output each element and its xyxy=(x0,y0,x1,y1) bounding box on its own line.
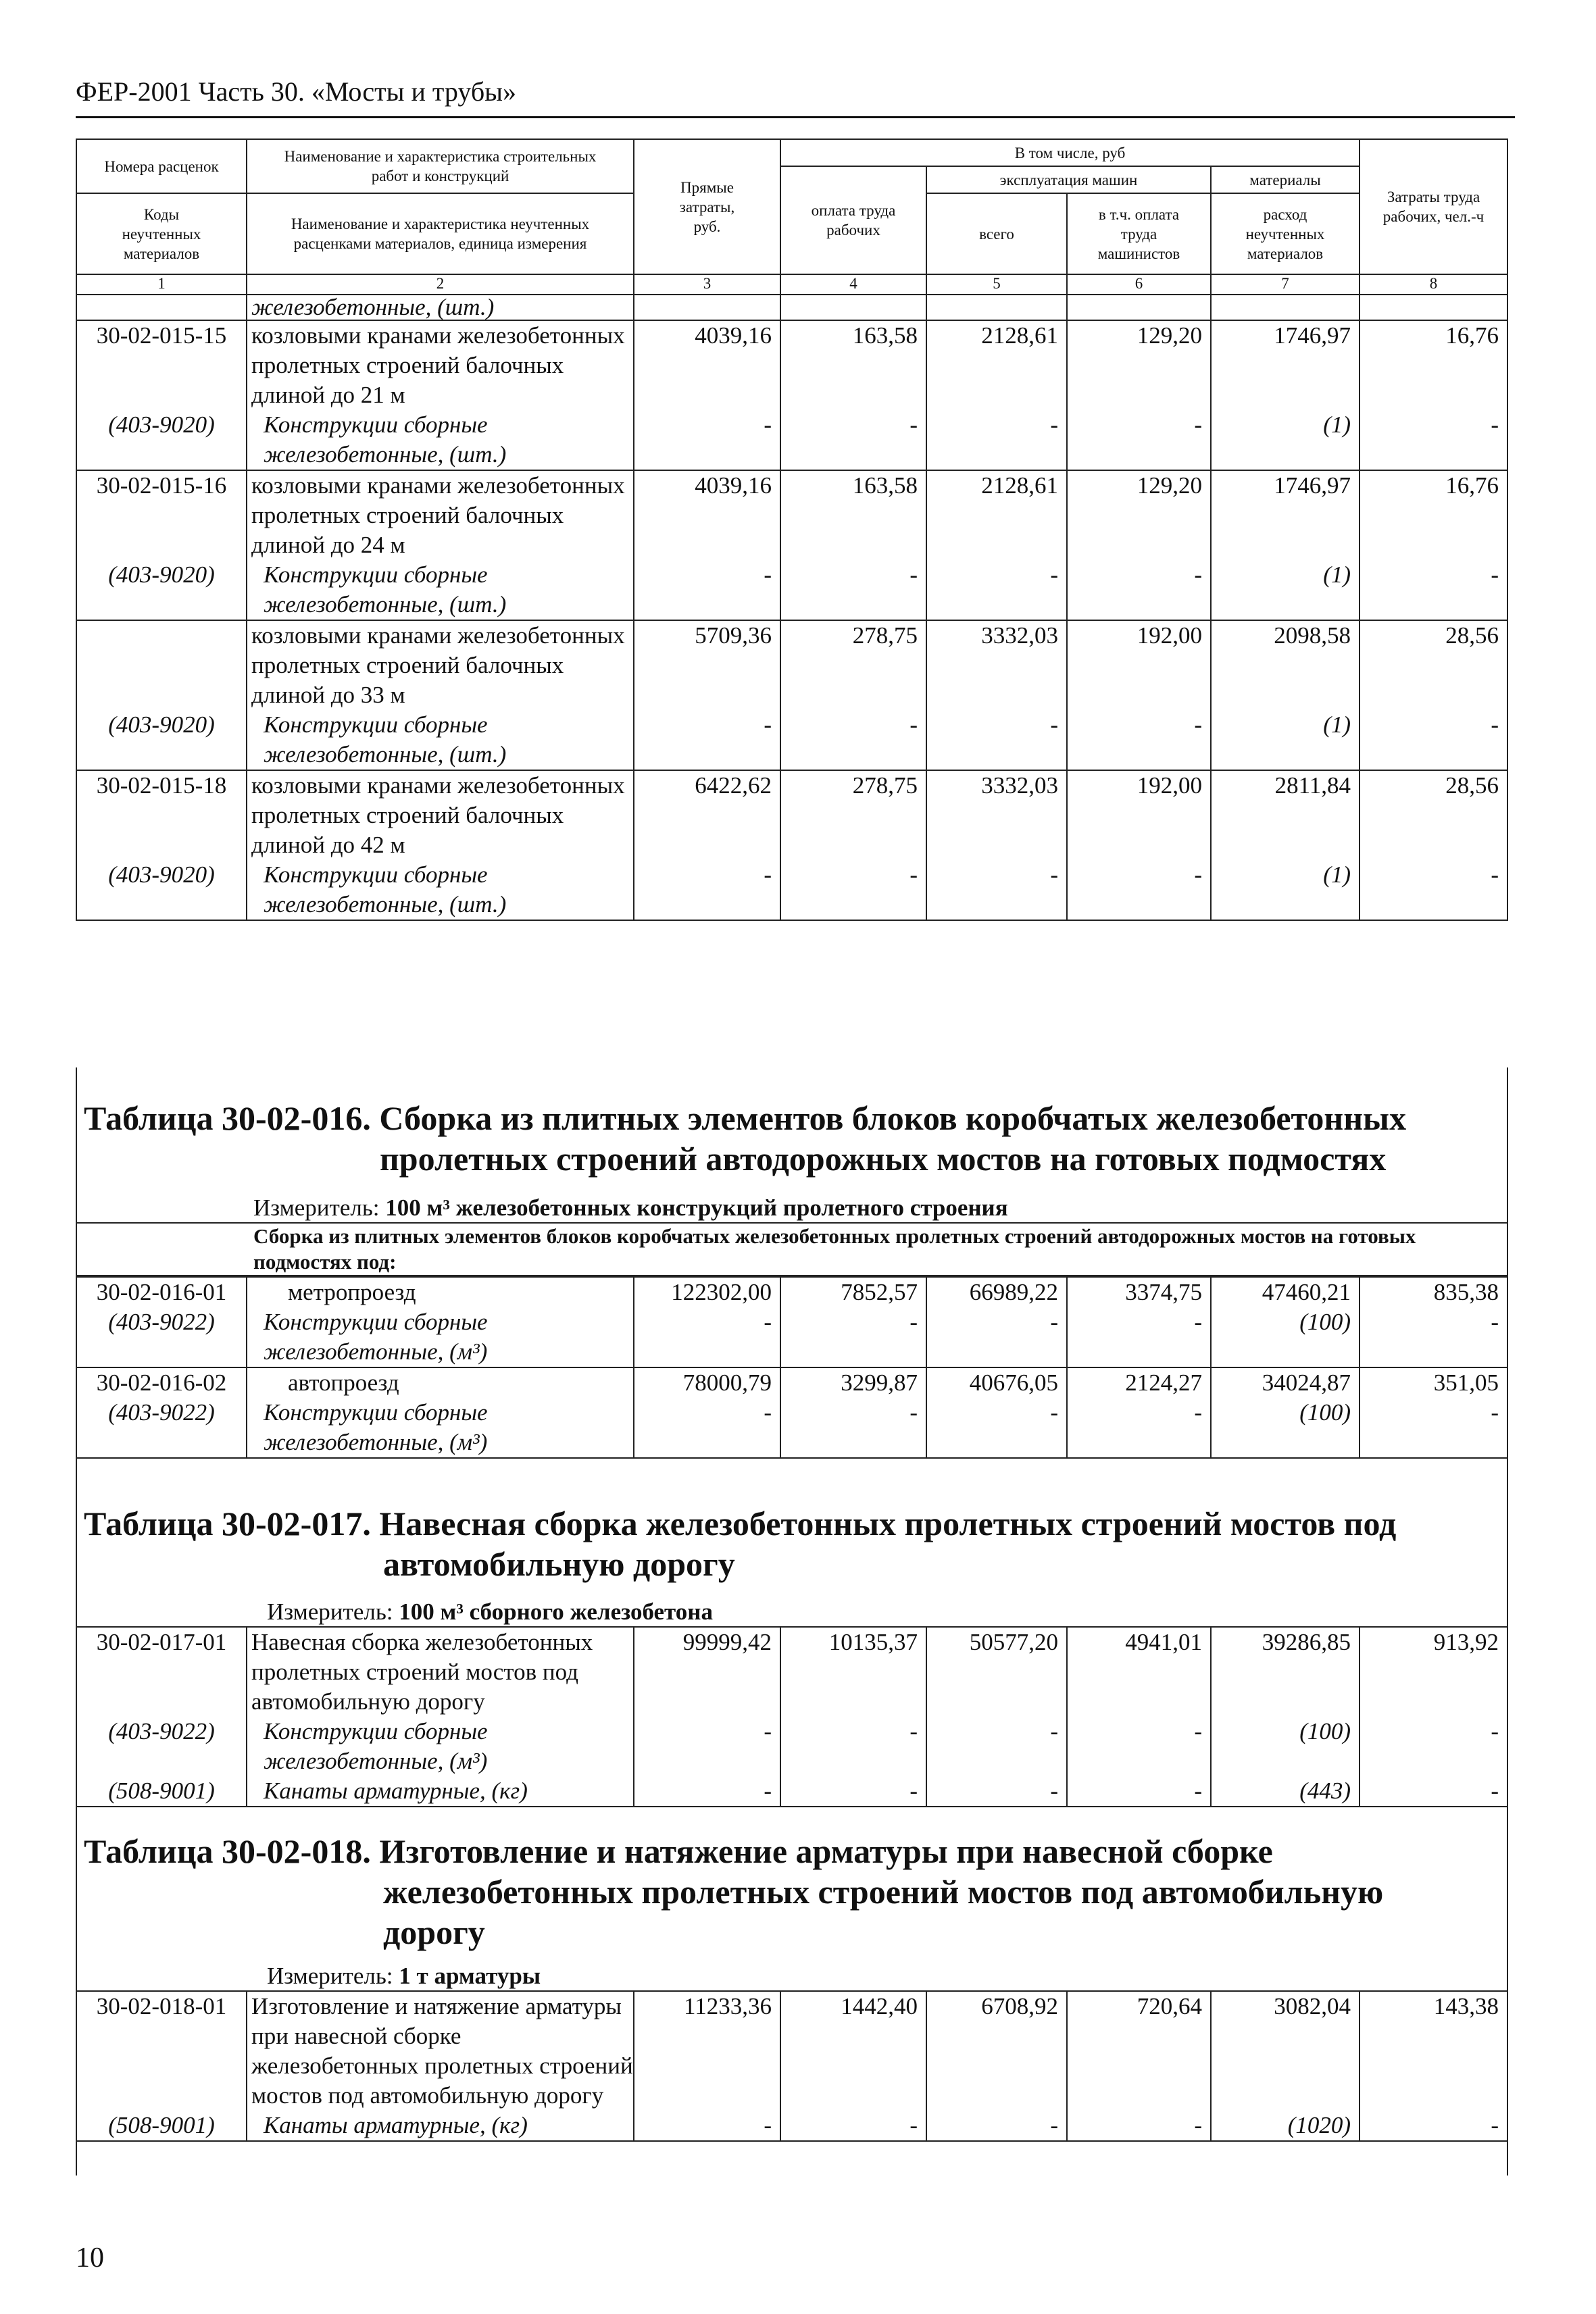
mat-operators: - xyxy=(1067,860,1211,920)
table-018-section xyxy=(76,1831,1507,2142)
mat-operators: - xyxy=(1067,2111,1211,2141)
page-number: 10 xyxy=(76,2242,104,2273)
value-hours: 913,92 xyxy=(1360,1627,1507,1717)
material-code: (403-9020) xyxy=(76,560,247,620)
value-pay: 163,58 xyxy=(780,320,926,410)
material-name: Конструкции сборные железобетонные, (м³) xyxy=(247,1307,634,1367)
mat-qty: (1) xyxy=(1211,410,1360,470)
col-head-worker-pay: оплата труда рабочих xyxy=(780,166,926,274)
value-machines: 66989,22 xyxy=(926,1277,1067,1307)
value-operators: 192,00 xyxy=(1067,770,1211,860)
measure-label: Измеритель: xyxy=(267,1963,393,1989)
value-materials: 1746,97 xyxy=(1211,320,1360,410)
col-num-3: 3 xyxy=(634,274,780,295)
table-017-measure xyxy=(253,1598,1507,1626)
col-head-operators-pay: в т.ч. оплата труда машинистов xyxy=(1067,193,1211,274)
table-016-measure xyxy=(253,1194,1507,1222)
value-pay: 1442,40 xyxy=(780,1991,926,2111)
material-name: Конструкции сборные железобетонные, (м³) xyxy=(247,1398,634,1458)
material-code: (403-9022) xyxy=(76,1398,247,1458)
mat-operators: - xyxy=(1067,410,1211,470)
col-head-labor-hours: Затраты труда рабочих, чел.-ч xyxy=(1360,139,1507,274)
value-operators: 4941,01 xyxy=(1067,1627,1211,1717)
rate-code: 30-02-015-16 xyxy=(76,470,247,560)
material-name: Конструкции сборные железобетонные, (шт.) xyxy=(247,860,634,920)
col-num-7: 7 xyxy=(1211,274,1360,295)
mat-hours: - xyxy=(1360,410,1507,470)
value-operators: 3374,75 xyxy=(1067,1277,1211,1307)
mat-pay: - xyxy=(780,560,926,620)
rate-name: Изготовление и натяжение арматуры при навесной сборке железобетонных пролетных строений мостов под автомобильную дорогу xyxy=(247,1991,634,2111)
rate-code: 30-02-015-18 xyxy=(76,770,247,860)
page-header: ФЕР-2001 Часть 30. «Мосты и трубы» xyxy=(76,76,517,107)
value-hours: 16,76 xyxy=(1360,320,1507,410)
mat-qty: (1) xyxy=(1211,560,1360,620)
value-direct: 5709,36 xyxy=(634,620,780,710)
value-hours: 16,76 xyxy=(1360,470,1507,560)
title-line-2: пролетных строений автодорожных мостов на готовых подмостях xyxy=(380,1140,1387,1178)
mat-machines: - xyxy=(926,410,1067,470)
col-head-materials: материалы xyxy=(1211,166,1360,193)
value-materials: 3082,04 xyxy=(1211,1991,1360,2111)
rate-code: 30-02-015-15 xyxy=(76,320,247,410)
material-name: Канаты арматурные, (кг) xyxy=(247,2111,634,2141)
value-materials: 34024,87 xyxy=(1211,1367,1360,1398)
material-code: (403-9020) xyxy=(76,860,247,920)
mat-hours: - xyxy=(1360,1717,1507,1776)
mat-machines: - xyxy=(926,1776,1067,1807)
mat-direct: - xyxy=(634,1398,780,1458)
measure-label: Измеритель: xyxy=(253,1194,380,1221)
mat-operators: - xyxy=(1067,710,1211,770)
material-code: (508-9001) xyxy=(76,2111,247,2141)
mat-operators: - xyxy=(1067,1398,1211,1458)
mat-qty: (100) xyxy=(1211,1717,1360,1776)
value-hours: 351,05 xyxy=(1360,1367,1507,1398)
value-direct: 4039,16 xyxy=(634,320,780,410)
material-code: (403-9020) xyxy=(76,710,247,770)
rate-name: козловыми кранами железобетонных пролетных строений балочных длиной до 42 м xyxy=(247,770,634,860)
mat-machines: - xyxy=(926,1307,1067,1367)
col-num-1: 1 xyxy=(76,274,247,295)
value-machines: 3332,03 xyxy=(926,770,1067,860)
col-num-8: 8 xyxy=(1360,274,1507,295)
mat-pay: - xyxy=(780,860,926,920)
col-num-5: 5 xyxy=(926,274,1067,295)
value-hours: 28,56 xyxy=(1360,770,1507,860)
value-operators: 720,64 xyxy=(1067,1991,1211,2111)
rate-name: метропроезд xyxy=(247,1277,634,1307)
mat-hours: - xyxy=(1360,710,1507,770)
col-head-machines: эксплуатация машин xyxy=(926,166,1211,193)
rates-table-015 xyxy=(76,139,1507,921)
value-machines: 2128,61 xyxy=(926,320,1067,410)
mat-direct: - xyxy=(634,710,780,770)
mat-qty: (443) xyxy=(1211,1776,1360,1807)
value-hours: 835,38 xyxy=(1360,1277,1507,1307)
rate-name: козловыми кранами железобетонных пролетных строений балочных длиной до 33 м xyxy=(247,620,634,710)
mat-pay: - xyxy=(780,1398,926,1458)
value-pay: 278,75 xyxy=(780,620,926,710)
mat-direct: - xyxy=(634,560,780,620)
value-materials: 1746,97 xyxy=(1211,470,1360,560)
value-operators: 129,20 xyxy=(1067,470,1211,560)
rate-name: Навесная сборка железобетонных пролетных строений мостов под автомобильную дорогу xyxy=(247,1627,634,1717)
mat-qty: (100) xyxy=(1211,1307,1360,1367)
material-code: (508-9001) xyxy=(76,1776,247,1807)
value-hours: 143,38 xyxy=(1360,1991,1507,2111)
mat-direct: - xyxy=(634,410,780,470)
col-num-2: 2 xyxy=(247,274,634,295)
measure-value: 100 м³ сборного железобетона xyxy=(399,1599,713,1625)
mat-operators: - xyxy=(1067,1776,1211,1807)
table-016-title xyxy=(76,1098,1507,1179)
value-direct: 4039,16 xyxy=(634,470,780,560)
value-pay: 3299,87 xyxy=(780,1367,926,1398)
title-line-1: Таблица 30-02-017. Навесная сборка железобетонных пролетных строений мостов под xyxy=(84,1505,1397,1542)
mat-qty: (100) xyxy=(1211,1398,1360,1458)
value-operators: 2124,27 xyxy=(1067,1367,1211,1398)
rate-code xyxy=(76,620,247,710)
measure-label: Измеритель: xyxy=(267,1599,393,1625)
mat-qty: (1020) xyxy=(1211,2111,1360,2141)
mat-direct: - xyxy=(634,860,780,920)
mat-hours: - xyxy=(1360,2111,1507,2141)
rate-code: 30-02-017-01 xyxy=(76,1627,247,1717)
value-direct: 11233,36 xyxy=(634,1991,780,2111)
material-code: (403-9022) xyxy=(76,1717,247,1776)
title-line-2: железобетонных пролетных строений мостов под автомобильную xyxy=(383,1873,1384,1911)
value-materials: 47460,21 xyxy=(1211,1277,1360,1307)
value-machines: 2128,61 xyxy=(926,470,1067,560)
mat-operators: - xyxy=(1067,1717,1211,1776)
measure-value: 1 т арматуры xyxy=(399,1963,541,1989)
value-machines: 6708,92 xyxy=(926,1991,1067,2111)
value-direct: 6422,62 xyxy=(634,770,780,860)
value-machines: 40676,05 xyxy=(926,1367,1067,1398)
value-operators: 192,00 xyxy=(1067,620,1211,710)
mat-machines: - xyxy=(926,2111,1067,2141)
mat-direct: - xyxy=(634,1776,780,1807)
rate-name: козловыми кранами железобетонных пролетных строений балочных длиной до 21 м xyxy=(247,320,634,410)
mat-hours: - xyxy=(1360,1398,1507,1458)
value-materials: 2811,84 xyxy=(1211,770,1360,860)
col-num-6: 6 xyxy=(1067,274,1211,295)
material-name: Конструкции сборные железобетонные, (шт.) xyxy=(247,560,634,620)
col-head-material-codes: Коды неучтенных материалов xyxy=(76,193,247,274)
title-line-1: Таблица 30-02-018. Изготовление и натяжение арматуры при навесной сборке xyxy=(84,1832,1273,1870)
col-head-material-use: расход неучтенных материалов xyxy=(1211,193,1360,274)
value-pay: 278,75 xyxy=(780,770,926,860)
table-018-measure xyxy=(253,1962,1507,1990)
carry-over-text: железобетонные, (шт.) xyxy=(247,295,634,320)
mat-direct: - xyxy=(634,2111,780,2141)
mat-pay: - xyxy=(780,710,926,770)
material-code: (403-9022) xyxy=(76,1307,247,1367)
mat-pay: - xyxy=(780,1776,926,1807)
mat-qty: (1) xyxy=(1211,710,1360,770)
rate-name: козловыми кранами железобетонных пролетных строений балочных длиной до 24 м xyxy=(247,470,634,560)
mat-pay: - xyxy=(780,1307,926,1367)
value-direct: 78000,79 xyxy=(634,1367,780,1398)
col-head-machines-total: всего xyxy=(926,193,1067,274)
rate-code: 30-02-016-01 xyxy=(76,1277,247,1307)
mat-machines: - xyxy=(926,560,1067,620)
rate-name: автопроезд xyxy=(247,1367,634,1398)
value-direct: 122302,00 xyxy=(634,1277,780,1307)
value-pay: 10135,37 xyxy=(780,1627,926,1717)
mat-pay: - xyxy=(780,410,926,470)
measure-value: 100 м³ железобетонных конструкций пролетного строения xyxy=(385,1194,1008,1221)
table-016-subheader: Сборка из плитных элементов блоков коробчатых железобетонных пролетных строений автодорожных мостов на готовых подмостях под: xyxy=(76,1222,1507,1276)
table-018-title xyxy=(76,1831,1507,1953)
value-machines: 3332,03 xyxy=(926,620,1067,710)
mat-qty: (1) xyxy=(1211,860,1360,920)
col-head-rate-number: Номера расценок xyxy=(76,139,247,193)
material-code: (403-9020) xyxy=(76,410,247,470)
value-pay: 7852,57 xyxy=(780,1277,926,1307)
mat-pay: - xyxy=(780,2111,926,2141)
mat-direct: - xyxy=(634,1717,780,1776)
value-machines: 50577,20 xyxy=(926,1627,1067,1717)
value-pay: 163,58 xyxy=(780,470,926,560)
material-name: Конструкции сборные железобетонные, (шт.) xyxy=(247,710,634,770)
value-direct: 99999,42 xyxy=(634,1627,780,1717)
value-materials: 39286,85 xyxy=(1211,1627,1360,1717)
mat-operators: - xyxy=(1067,1307,1211,1367)
mat-machines: - xyxy=(926,1398,1067,1458)
mat-hours: - xyxy=(1360,1776,1507,1807)
col-head-work-name: Наименование и характеристика строительных работ и конструкций xyxy=(247,139,634,193)
title-line-1: Таблица 30-02-016. Сборка из плитных элементов блоков коробчатых железобетонных xyxy=(84,1099,1407,1137)
material-name: Канаты арматурные, (кг) xyxy=(247,1776,634,1807)
mat-machines: - xyxy=(926,710,1067,770)
material-name: Конструкции сборные железобетонные, (м³) xyxy=(247,1717,634,1776)
col-head-material-names: Наименование и характеристика неучтенных расценками материалов, единица измерения xyxy=(247,193,634,274)
mat-pay: - xyxy=(780,1717,926,1776)
material-name: Конструкции сборные железобетонные, (шт.) xyxy=(247,410,634,470)
col-head-direct-costs: Прямые затраты, руб. xyxy=(634,139,780,274)
header-rule xyxy=(76,116,1515,118)
value-hours: 28,56 xyxy=(1360,620,1507,710)
table-017-title xyxy=(76,1503,1507,1584)
title-line-3: дорогу xyxy=(383,1913,485,1951)
mat-direct: - xyxy=(634,1307,780,1367)
table-017-section xyxy=(76,1503,1507,1807)
value-materials: 2098,58 xyxy=(1211,620,1360,710)
col-num-4: 4 xyxy=(780,274,926,295)
mat-hours: - xyxy=(1360,1307,1507,1367)
title-line-2: автомобильную дорогу xyxy=(383,1545,735,1583)
value-operators: 129,20 xyxy=(1067,320,1211,410)
col-head-group: В том числе, руб xyxy=(780,139,1360,166)
mat-machines: - xyxy=(926,1717,1067,1776)
rate-code: 30-02-016-02 xyxy=(76,1367,247,1398)
mat-hours: - xyxy=(1360,560,1507,620)
table-016-section xyxy=(76,1098,1507,1459)
mat-operators: - xyxy=(1067,560,1211,620)
mat-hours: - xyxy=(1360,860,1507,920)
mat-machines: - xyxy=(926,860,1067,920)
rate-code: 30-02-018-01 xyxy=(76,1991,247,2111)
